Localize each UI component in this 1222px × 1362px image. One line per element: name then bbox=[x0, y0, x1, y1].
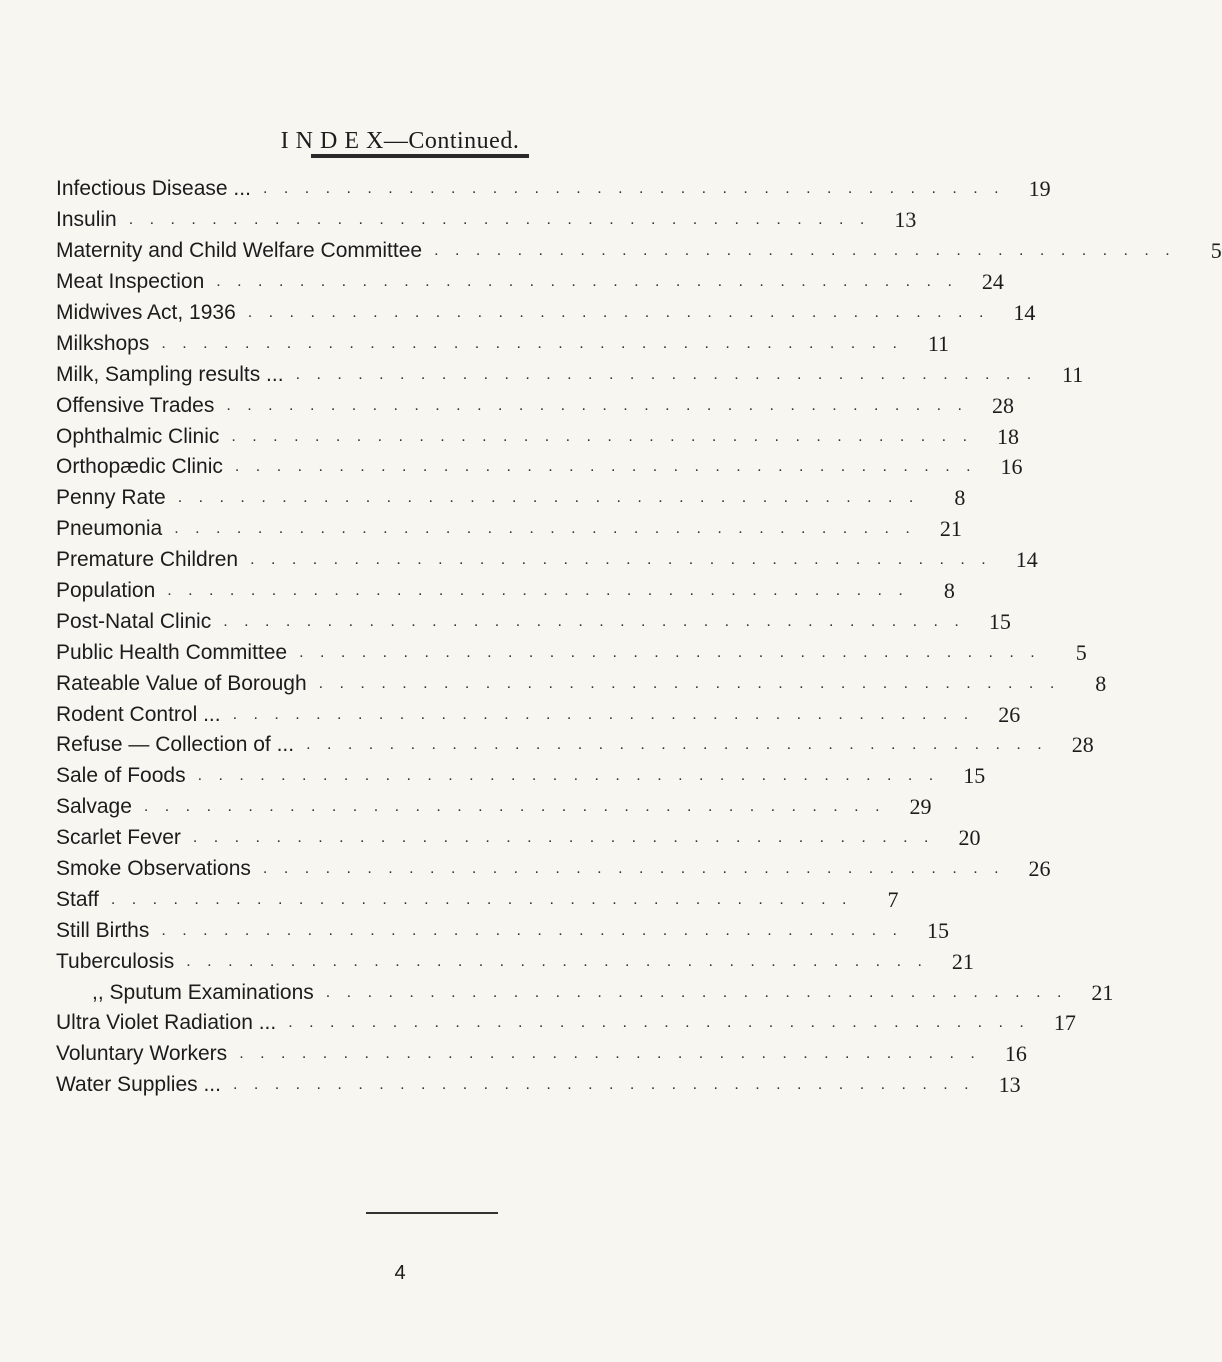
dot-leader: . . . . . . . . . . . . . . . . . . . . . . . . . . . . . . . . . . . . bbox=[174, 520, 916, 538]
dot-leader: . . . . . . . . . . . . . . . . . . . . . . . . . . . . . . . . . . . . bbox=[226, 396, 968, 414]
dot-leader: . . . . . . . . . . . . . . . . . . . . . . . . . . . . . . . . . . . . bbox=[247, 304, 990, 321]
entry-page-number: 8 bbox=[943, 578, 955, 604]
index-entry bbox=[56, 915, 949, 946]
dot-leader: . . . . . . . . . . . . . . . . . . . . . . . . . . . . . . . . . . . . bbox=[239, 1045, 981, 1063]
entry-page-number: 21 bbox=[939, 516, 962, 542]
dot-leader: . . . . . . . . . . . . . . . . . . . . . . . . . . . . . . . . . . . . bbox=[143, 798, 886, 816]
entry-page-number: 5 bbox=[1075, 639, 1087, 665]
dot-leader: . . . . . . . . . . . . . . . . . . . . . . . . . . . . . . . . . . . . bbox=[167, 582, 909, 600]
index-entry bbox=[56, 298, 1036, 329]
dot-leader: . . . . . . . . . . . . . . . . . . . . . . . . . . . . . . . . . . . . bbox=[306, 736, 1048, 754]
entry-page-number: 26 bbox=[998, 701, 1021, 727]
dot-leader: . . . . . . . . . . . . . . . . . . . . . . . . . . . . . . . . . . . . bbox=[216, 273, 958, 291]
index-entry bbox=[56, 1008, 1076, 1039]
index-entry bbox=[56, 946, 974, 977]
page-number: 4 bbox=[394, 1262, 406, 1284]
entry-label: Staff bbox=[56, 887, 99, 911]
index-entry bbox=[56, 1070, 1021, 1101]
entry-label: Voluntary Workers bbox=[56, 1042, 228, 1066]
entry-label: Midwives Act, 1936 bbox=[56, 301, 236, 324]
index-entry bbox=[56, 328, 949, 359]
dot-leader: . . . . . . . . . . . . . . . . . . . . . . . . . . . . . . . . . . . . bbox=[234, 458, 977, 476]
entry-label: ,, Sputum Examinations bbox=[92, 980, 314, 1004]
index-entry bbox=[56, 823, 981, 854]
dot-leader: . . . . . . . . . . . . . . . . . . . . . . . . . . . . . . . . . . . . bbox=[325, 983, 1068, 1001]
entry-page-number: 19 bbox=[1028, 176, 1051, 202]
closing-rule bbox=[366, 1212, 498, 1214]
dot-leader: . . . . . . . . . . . . . . . . . . . . . . . . . . . . . . . . . . . . bbox=[232, 1076, 975, 1094]
index-entry bbox=[56, 421, 1020, 452]
entry-label: Orthopædic Clinic bbox=[56, 455, 223, 479]
entry-label: Rateable Value of Borough bbox=[56, 671, 307, 695]
entry-page-number: 21 bbox=[951, 948, 974, 974]
entry-page-number: 15 bbox=[988, 608, 1011, 634]
index-entry bbox=[56, 205, 917, 236]
entry-page-number: 21 bbox=[1091, 979, 1114, 1005]
entry-page-number: 15 bbox=[926, 917, 949, 943]
index-entry bbox=[56, 792, 932, 823]
entry-label: Water Supplies ... bbox=[56, 1073, 221, 1097]
index-entry bbox=[56, 359, 1084, 390]
dot-leader: . . . . . . . . . . . . . . . . . . . . . . . . . . . . . . . . . . . . bbox=[177, 489, 920, 507]
entry-label: Milk, Sampling results ... bbox=[56, 362, 284, 386]
index-entry bbox=[56, 730, 1094, 761]
dot-leader: . . . . . . . . . . . . . . . . . . . . . . . . . . . . . . . . . . . . bbox=[262, 860, 1005, 878]
entry-label: Population bbox=[56, 579, 156, 603]
entry-page-number: 29 bbox=[909, 794, 932, 820]
index-entry bbox=[56, 606, 1011, 637]
entry-label: Sale of Foods bbox=[56, 764, 186, 788]
index-entry bbox=[56, 483, 966, 514]
dot-leader: . . . . . . . . . . . . . . . . . . . . . . . . . . . . . . . . . . . . bbox=[434, 242, 1176, 260]
entry-label: Scarlet Fever bbox=[56, 826, 181, 850]
entry-label: Post-Natal Clinic bbox=[56, 609, 212, 633]
entry-page-number: 17 bbox=[1053, 1010, 1076, 1036]
dot-leader: . . . . . . . . . . . . . . . . . . . . . . . . . . . . . . . . . . . . bbox=[318, 674, 1061, 692]
entry-page-number: 20 bbox=[958, 825, 981, 851]
entry-page-number: 5 bbox=[1210, 238, 1222, 264]
index-entry bbox=[56, 514, 962, 545]
index-entry bbox=[56, 545, 1038, 576]
entry-label: Rodent Control ... bbox=[56, 702, 221, 726]
dot-leader: . . . . . . . . . . . . . . . . . . . . . . . . . . . . . . . . . . . . bbox=[231, 427, 974, 445]
index-entry bbox=[56, 1039, 1027, 1070]
entry-label: Still Births bbox=[56, 918, 150, 942]
dot-leader: . . . . . . . . . . . . . . . . . . . . . . . . . . . . . . . . . . . . bbox=[128, 211, 871, 229]
index-entry bbox=[56, 668, 1107, 699]
entry-page-number: 28 bbox=[1071, 732, 1094, 758]
index-entry bbox=[56, 761, 986, 792]
dot-leader: . . . . . . . . . . . . . . . . . . . . . . . . . . . . . . . . . . . . bbox=[192, 829, 935, 847]
entry-label: Pneumonia bbox=[56, 517, 163, 541]
index-entry bbox=[56, 267, 1004, 298]
entry-page-number: 14 bbox=[1013, 300, 1036, 325]
index-entry bbox=[56, 390, 1014, 421]
entry-label: Ophthalmic Clinic bbox=[56, 424, 220, 448]
entry-label: Smoke Observations bbox=[56, 857, 251, 881]
dot-leader: . . . . . . . . . . . . . . . . . . . . . . . . . . . . . . . . . . . . bbox=[262, 180, 1005, 198]
index-entry bbox=[56, 884, 899, 915]
dot-leader: . . . . . . . . . . . . . . . . . . . . . . . . . . . . . . . . . . . . bbox=[223, 612, 965, 630]
entry-label: Offensive Trades bbox=[56, 393, 215, 417]
entry-page-number: 15 bbox=[963, 763, 986, 789]
index-entry bbox=[56, 699, 1021, 730]
dot-leader: . . . . . . . . . . . . . . . . . . . . . . . . . . . . . . . . . . . . bbox=[110, 890, 853, 908]
entry-label: Insulin bbox=[56, 208, 117, 232]
dot-leader: . . . . . . . . . . . . . . . . . . . . . . . . . . . . . . . . . . . . bbox=[232, 705, 975, 723]
dot-leader: . . . . . . . . . . . . . . . . . . . . . . . . . . . . . . . . . . . . bbox=[288, 1014, 1030, 1032]
index-entry bbox=[56, 854, 1051, 885]
entry-page-number: 28 bbox=[992, 392, 1014, 418]
entry-label: Salvage bbox=[56, 795, 132, 819]
entry-page-number: 14 bbox=[1015, 547, 1038, 573]
entry-label: Tuberculosis bbox=[56, 949, 175, 973]
entry-page-number: 13 bbox=[998, 1072, 1021, 1098]
entry-label: Meat Inspection bbox=[56, 270, 205, 294]
entry-label: Infectious Disease ... bbox=[56, 177, 251, 201]
page-title: I N D E X—Continued. bbox=[280, 128, 520, 154]
entry-page-number: 7 bbox=[887, 886, 899, 912]
entry-label: Refuse — Collection of ... bbox=[56, 733, 295, 757]
dot-leader: . . . . . . . . . . . . . . . . . . . . . . . . . . . . . . . . . . . . bbox=[299, 643, 1041, 661]
entry-page-number: 16 bbox=[1004, 1041, 1027, 1067]
entry-page-number: 11 bbox=[1062, 361, 1084, 387]
entry-label: Milkshops bbox=[56, 331, 150, 355]
entry-label: Penny Rate bbox=[56, 486, 166, 510]
index-entry bbox=[56, 174, 1051, 205]
dot-leader: . . . . . . . . . . . . . . . . . . . . . . . . . . . . . . . . . . . . bbox=[295, 365, 1038, 383]
index-entry bbox=[56, 637, 1087, 668]
entry-page-number: 11 bbox=[927, 330, 949, 356]
entry-page-number: 24 bbox=[981, 269, 1004, 295]
entry-label: Ultra Violet Radiation ... bbox=[56, 1011, 277, 1035]
entry-label: Premature Children bbox=[56, 548, 239, 572]
dot-leader: . . . . . . . . . . . . . . . . . . . . . . . . . . . . . . . . . . . . bbox=[161, 334, 903, 352]
title-underline bbox=[311, 154, 529, 158]
index-entry bbox=[56, 977, 1114, 1008]
dot-leader: . . . . . . . . . . . . . . . . . . . . . . . . . . . . . . . . . . . . bbox=[250, 551, 992, 569]
index-entry bbox=[56, 236, 1222, 267]
dot-leader: . . . . . . . . . . . . . . . . . . . . . . . . . . . . . . . . . . . . bbox=[186, 952, 928, 970]
index-entry bbox=[56, 576, 955, 607]
index-entry bbox=[56, 452, 1023, 483]
entry-page-number: 16 bbox=[1000, 454, 1023, 480]
dot-leader: . . . . . . . . . . . . . . . . . . . . . . . . . . . . . . . . . . . . bbox=[197, 767, 940, 785]
entry-page-number: 13 bbox=[894, 207, 917, 233]
entry-label: Maternity and Child Welfare Committee bbox=[56, 239, 423, 263]
entry-page-number: 8 bbox=[954, 485, 966, 511]
entry-page-number: 18 bbox=[997, 423, 1020, 449]
entry-page-number: 26 bbox=[1028, 856, 1051, 882]
index-list bbox=[56, 174, 1222, 1101]
dot-leader: . . . . . . . . . . . . . . . . . . . . . . . . . . . . . . . . . . . . bbox=[161, 921, 903, 939]
entry-page-number: 8 bbox=[1095, 670, 1107, 696]
entry-label: Public Health Committee bbox=[56, 640, 288, 664]
